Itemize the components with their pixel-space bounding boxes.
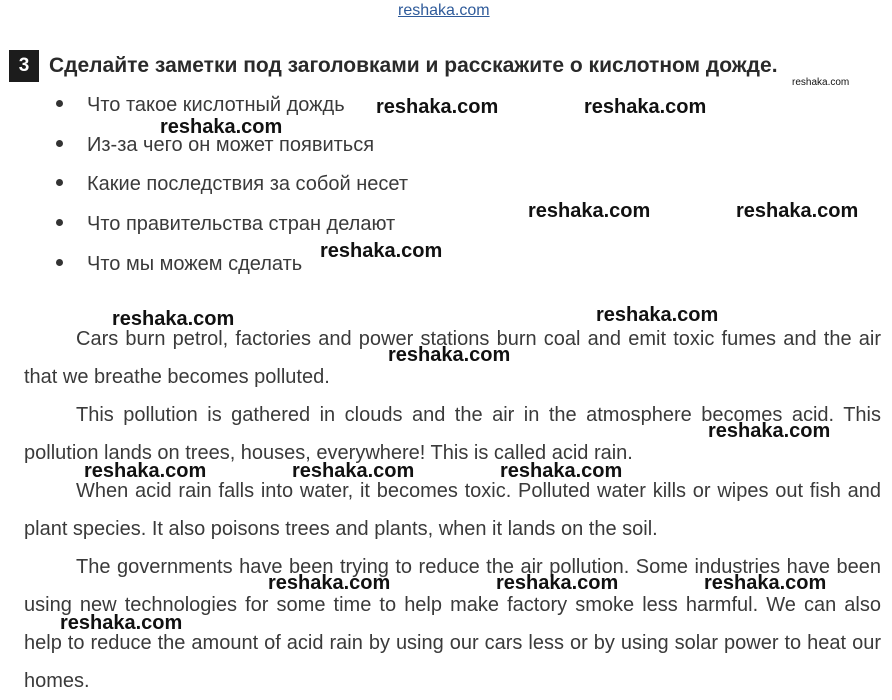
paragraph-text: The governments have been trying to reduce the air pollution. Some industries have been using new technologies for some time to help make factory smoke less harmful. We can also help to reduce the amount of acid rain by using our cars less or by using solar power to heat our homes. bbox=[24, 556, 881, 692]
paragraph-text: This pollution is gathered in clouds and the air in the atmosphere becomes acid. This pollution lands on trees, houses, everywhere! This is called acid rain. bbox=[24, 404, 881, 464]
watermark: reshaka.com bbox=[500, 460, 623, 482]
watermark: reshaka.com bbox=[84, 460, 207, 482]
watermark: reshaka.com bbox=[528, 200, 651, 222]
watermark: reshaka.com bbox=[596, 304, 719, 326]
paragraph-text: When acid rain falls into water, it becomes toxic. Polluted water kills or wipes out fish and plant species. It also poisons trees and plants, when it lands on the soil. bbox=[24, 480, 881, 540]
bullet-dot-icon bbox=[56, 259, 63, 266]
watermark: reshaka.com bbox=[160, 116, 283, 138]
paragraph-text: Cars burn petrol, factories and power stations burn coal and emit toxic fumes and the air that we breathe becomes polluted. bbox=[24, 328, 881, 388]
watermark: reshaka.com bbox=[792, 77, 850, 88]
watermark: reshaka.com bbox=[376, 96, 499, 118]
bullet-item bbox=[56, 213, 395, 236]
watermark: reshaka.com bbox=[292, 460, 415, 482]
task-number-badge: 3 bbox=[9, 50, 39, 82]
bullet-text: Что правительства стран делают bbox=[87, 213, 396, 235]
watermark: reshaka.com bbox=[496, 572, 619, 594]
watermark: reshaka.com bbox=[584, 96, 707, 118]
watermark: reshaka.com bbox=[60, 612, 183, 634]
watermark: reshaka.com bbox=[708, 420, 831, 442]
watermark: reshaka.com bbox=[388, 344, 511, 366]
bullet-item bbox=[56, 253, 302, 276]
watermark: reshaka.com bbox=[112, 308, 235, 330]
bullet-dot-icon bbox=[56, 219, 63, 226]
site-watermark-link[interactable]: reshaka.com bbox=[398, 2, 490, 19]
paragraph bbox=[24, 472, 881, 548]
bullet-dot-icon bbox=[56, 140, 63, 147]
bullet-text: Из-за чего он может появиться bbox=[87, 134, 375, 156]
watermark: reshaka.com bbox=[320, 240, 443, 262]
task-title: Сделайте заметки под заголовками и расскажите о кислотном дожде. bbox=[49, 54, 778, 77]
bullet-text: Что такое кислотный дождь bbox=[87, 94, 345, 116]
bullet-dot-icon bbox=[56, 179, 63, 186]
bullet-item bbox=[56, 94, 345, 117]
watermark: reshaka.com bbox=[736, 200, 859, 222]
watermark: reshaka.com bbox=[268, 572, 391, 594]
bullet-item bbox=[56, 173, 408, 196]
bullet-text: Какие последствия за собой несет bbox=[87, 173, 408, 195]
bullet-text: Что мы можем сделать bbox=[87, 253, 303, 275]
bullet-dot-icon bbox=[56, 100, 63, 107]
watermark: reshaka.com bbox=[704, 572, 827, 594]
